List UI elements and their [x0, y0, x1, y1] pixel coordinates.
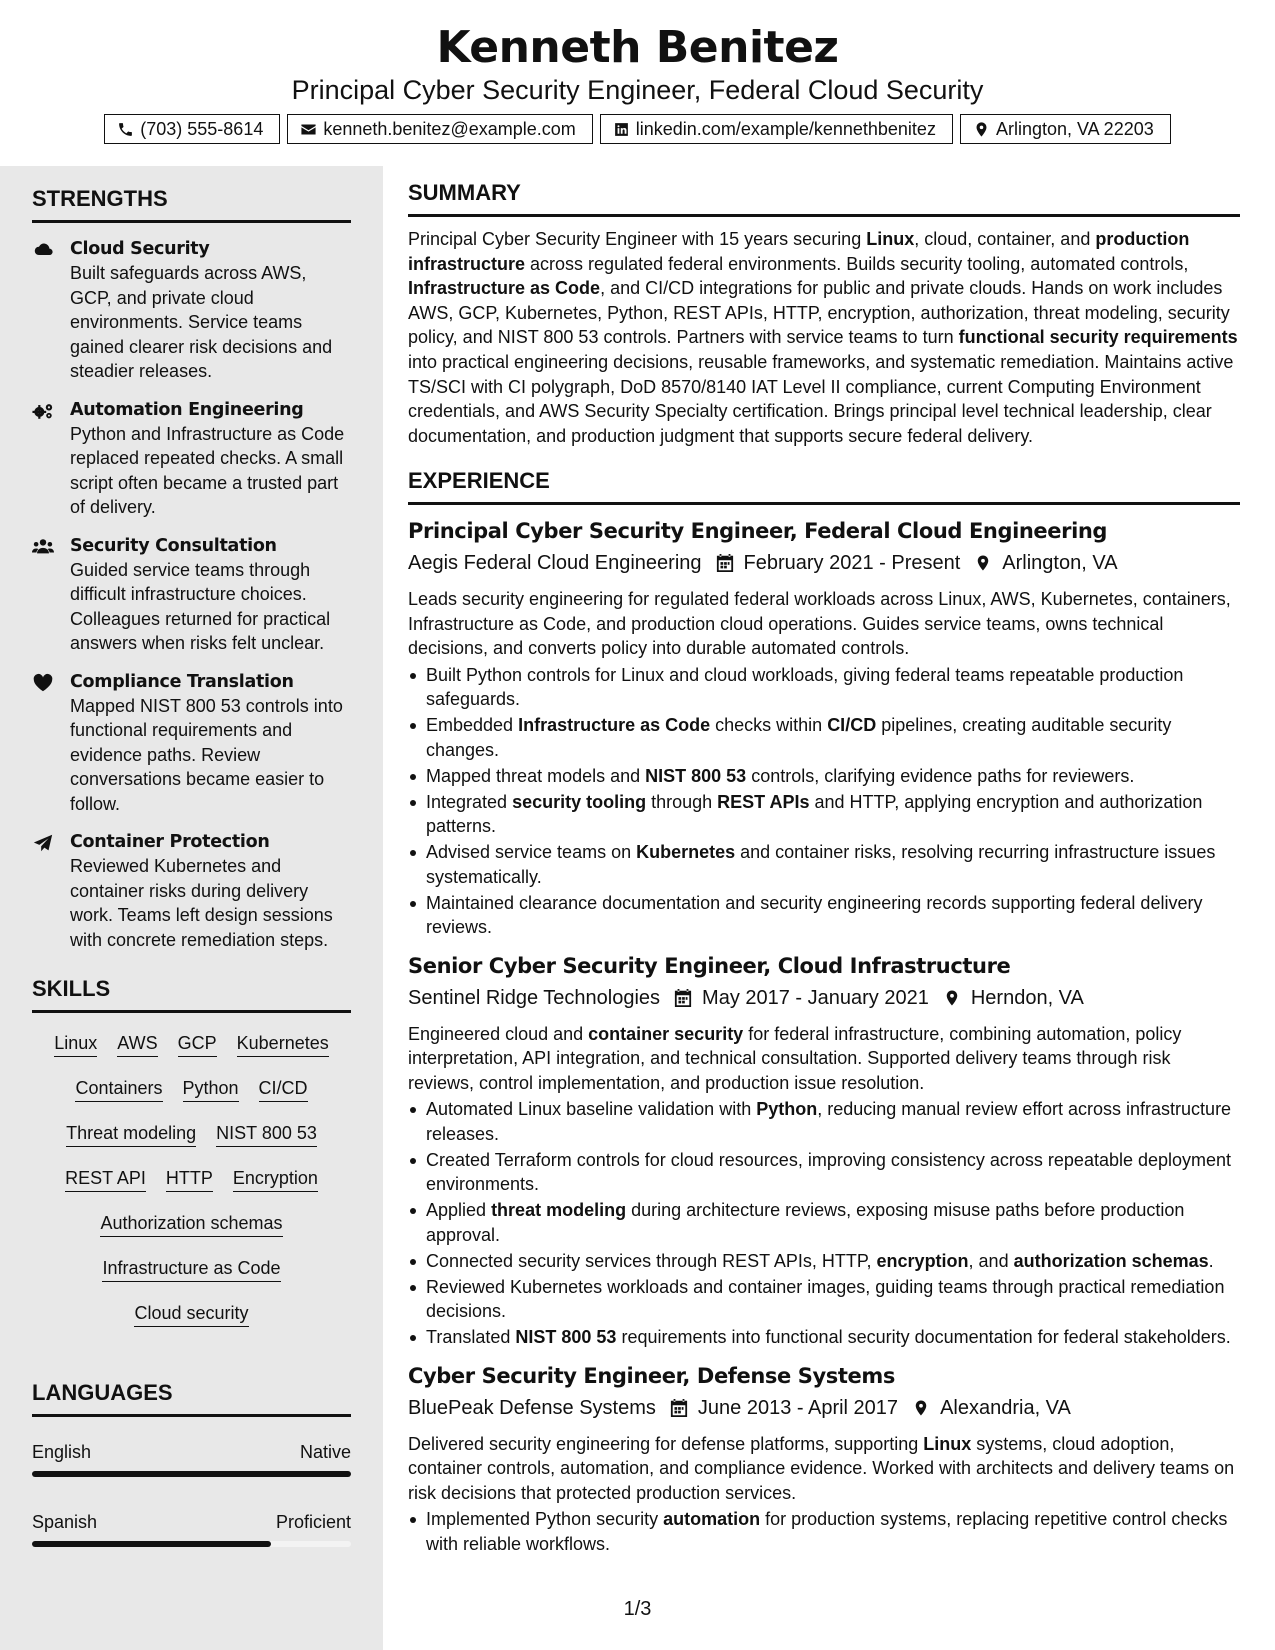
- language-level: Native: [299, 1442, 351, 1462]
- linkedin-icon: [613, 121, 630, 138]
- strength-title: Security Consultation: [70, 535, 277, 556]
- main-content: [408, 178, 1240, 1558]
- skill-tag: Containers: [75, 1075, 162, 1102]
- strength-item: [32, 534, 351, 656]
- contact-linkedin[interactable]: [600, 114, 953, 144]
- job-bullet: Automated Linux baseline validation with Python, reducing manual review effort across infrastructure releases.: [408, 1097, 1240, 1146]
- languages-heading: LANGUAGES: [32, 1378, 351, 1417]
- summary-heading: SUMMARY: [408, 178, 1240, 217]
- skill-row: [32, 1250, 351, 1295]
- users-icon: [32, 537, 54, 557]
- skills-heading: SKILLS: [32, 974, 351, 1013]
- skill-tag: Linux: [54, 1030, 97, 1057]
- job-bullet: Built Python controls for Linux and cloud workloads, giving federal teams repeatable production safeguards.: [408, 663, 1240, 712]
- calendar-icon: [674, 988, 692, 1008]
- job-bullets: [408, 1507, 1240, 1556]
- language-name: Spanish: [32, 1512, 98, 1532]
- phone-icon: [117, 121, 134, 138]
- candidate-name: Kenneth Benitez: [436, 22, 839, 73]
- envelope-icon: [300, 121, 317, 138]
- page-number: 1/3: [623, 1598, 652, 1620]
- calendar-icon: [670, 1398, 688, 1418]
- skill-tag: Python: [183, 1075, 239, 1102]
- skill-row: [32, 1295, 351, 1340]
- job-bullet: Integrated security tooling through REST APIs and HTTP, applying encryption and authorization patterns.: [408, 790, 1240, 839]
- job-description: Delivered security engineering for defense platforms, supporting Linux systems, cloud adoption, container controls, automation, and compliance evidence. Worked with architects and delivery teams on risk decisions that protected production services.: [408, 1433, 1235, 1503]
- contact-location-text: Arlington, VA 22203: [995, 118, 1154, 139]
- language-item: [32, 1439, 351, 1477]
- map-pin-icon: [973, 121, 990, 138]
- paper-plane-icon: [32, 833, 54, 853]
- job-meta: [408, 1393, 1240, 1423]
- language-proficiency-bar: [32, 1541, 351, 1547]
- strength-title: Cloud Security: [70, 239, 210, 259]
- skill-tag: Authorization schemas: [100, 1210, 282, 1237]
- job-entry: [408, 1360, 1240, 1557]
- job-bullet: Maintained clearance documentation and security engineering records supporting federal delivery reviews.: [408, 891, 1240, 940]
- skill-tag: CI/CD: [259, 1075, 308, 1102]
- job-meta: [408, 983, 1240, 1013]
- job-title: Principal Cyber Security Engineer, Federal Cloud Engineering: [408, 519, 1108, 544]
- skills-list: [32, 1025, 351, 1340]
- skill-row: [32, 1205, 351, 1250]
- skill-tag: HTTP: [166, 1165, 213, 1192]
- job-entry: [408, 515, 1240, 940]
- contact-email-text: kenneth.benitez@example.com: [323, 118, 576, 139]
- skill-row: [32, 1160, 351, 1205]
- strength-item: [32, 398, 351, 520]
- job-company: BluePeak Defense Systems: [408, 1396, 656, 1419]
- job-dates: February 2021 - Present: [743, 552, 961, 575]
- strength-description: Mapped NIST 800 53 controls into functional requirements and evidence paths. Review conversations became easier to follow.: [70, 695, 343, 814]
- strength-item: [32, 830, 351, 952]
- skill-tag: Infrastructure as Code: [102, 1255, 280, 1282]
- job-description: Engineered cloud and container security for federal infrastructure, combining automation, policy interpretation, API integration, and technical consultation. Supported delivery teams through risk reviews, control implementation, and production issue resolution.: [408, 1023, 1182, 1093]
- sidebar: [0, 166, 383, 1650]
- contact-phone[interactable]: [104, 114, 280, 144]
- strength-item: [32, 237, 351, 384]
- strength-description: Reviewed Kubernetes and container risks during delivery work. Teams left design sessions with concrete remediation steps.: [70, 856, 333, 950]
- gears-icon: [32, 401, 54, 421]
- job-bullets: [408, 663, 1240, 940]
- skill-row: [32, 1025, 351, 1070]
- job-meta: [408, 548, 1240, 578]
- job-company: Aegis Federal Cloud Engineering: [408, 552, 702, 575]
- skill-tag: Kubernetes: [237, 1030, 329, 1057]
- job-dates: June 2013 - April 2017: [697, 1396, 899, 1419]
- job-location: Herndon, VA: [970, 986, 1084, 1009]
- job-bullet: Applied threat modeling during architecture reviews, exposing misuse paths before production approval.: [408, 1198, 1240, 1247]
- job-title: Senior Cyber Security Engineer, Cloud Infrastructure: [408, 953, 1011, 978]
- contact-email[interactable]: [287, 114, 592, 144]
- map-pin-icon: [943, 988, 961, 1008]
- cloud-icon: [32, 240, 54, 260]
- job-bullet: Translated NIST 800 53 requirements into functional security documentation for federal stakeholders.: [408, 1325, 1240, 1350]
- job-location: Alexandria, VA: [940, 1396, 1071, 1419]
- job-location: Arlington, VA: [1002, 552, 1118, 575]
- strength-description: Guided service teams through difficult infrastructure choices. Colleagues returned for practical answers when risks felt unclear.: [70, 559, 331, 653]
- strength-title: Automation Engineering: [70, 399, 304, 420]
- candidate-title: Principal Cyber Security Engineer, Federal Cloud Security: [291, 75, 984, 105]
- contact-bar: [0, 114, 1275, 144]
- strength-title: Container Protection: [70, 832, 270, 852]
- job-bullets: [408, 1097, 1240, 1350]
- map-pin-icon: [912, 1398, 930, 1418]
- job-entry: [408, 950, 1240, 1350]
- skill-tag: AWS: [117, 1030, 157, 1057]
- strength-title: Compliance Translation: [70, 671, 294, 692]
- job-bullet: Mapped threat models and NIST 800 53 controls, clarifying evidence paths for reviewers.: [408, 764, 1240, 789]
- job-bullet: Embedded Infrastructure as Code checks within CI/CD pipelines, creating auditable security changes.: [408, 713, 1240, 762]
- job-dates: May 2017 - January 2021: [702, 986, 929, 1009]
- calendar-icon: [716, 553, 734, 573]
- resume-header: [0, 0, 1275, 166]
- skill-tag: GCP: [178, 1030, 217, 1057]
- map-pin-icon: [974, 553, 992, 573]
- skill-tag: Threat modeling: [66, 1120, 196, 1147]
- job-description: Leads security engineering for regulated federal workloads across Linux, AWS, Kubernetes, containers, Infrastructure as Code, and production cloud operations. Guides service teams, owns technical decisions, and converts policy into durable automated controls.: [408, 589, 1231, 659]
- contact-linkedin-text: linkedin.com/example/kennethbenitez: [635, 118, 936, 139]
- contact-phone-text: (703) 555-8614: [140, 118, 264, 139]
- job-bullet: Implemented Python security automation for production systems, replacing repetitive control checks with reliable workflows.: [408, 1507, 1240, 1556]
- skill-row: [32, 1070, 351, 1115]
- experience-heading: EXPERIENCE: [408, 466, 1240, 505]
- contact-location[interactable]: [960, 114, 1171, 144]
- heart-icon: [32, 673, 54, 693]
- language-proficiency-bar: [32, 1471, 351, 1477]
- job-title: Cyber Security Engineer, Defense Systems: [408, 1363, 895, 1388]
- language-proficiency-fill: [32, 1471, 351, 1477]
- strengths-heading: STRENGTHS: [32, 184, 351, 223]
- job-bullet: Advised service teams on Kubernetes and container risks, resolving recurring infrastructure issues systematically.: [408, 840, 1240, 889]
- job-bullet: Reviewed Kubernetes workloads and container images, guiding teams through practical remediation decisions.: [408, 1275, 1240, 1324]
- languages-list: [32, 1439, 351, 1547]
- skill-row: [32, 1115, 351, 1160]
- language-item: [32, 1509, 351, 1547]
- skill-tag: Cloud security: [134, 1300, 248, 1327]
- skill-tag: Encryption: [233, 1165, 318, 1192]
- language-proficiency-fill: [32, 1541, 271, 1547]
- experience-list: [408, 515, 1240, 1556]
- language-level: Proficient: [275, 1512, 351, 1532]
- skill-tag: NIST 800 53: [216, 1120, 317, 1147]
- summary-text: Principal Cyber Security Engineer with 15 years securing Linux, cloud, container, and production infrastructure across regulated federal environments. Builds security tooling, automated controls, Infrastructure as Code, and CI/CD integrations for public and private clouds. Hands on work includes AWS, GCP, Kubernetes, Python, REST APIs, HTTP, encryption, authorization, threat modeling, security policy, and NIST 800 53 controls. Partners with service teams to turn functional security requirements into practical engineering decisions, reusable frameworks, and systematic remediation. Maintains active TS/SCI with CI polygraph, DoD 8570/8140 IAT Level II compliance, current Computing Environment credentials, and AWS Security Specialty certification. Brings principal level technical leadership, clear documentation, and production judgment that supports secure federal delivery.: [408, 229, 1238, 446]
- job-bullet: Created Terraform controls for cloud resources, improving consistency across repeatable deployment environments.: [408, 1148, 1240, 1197]
- job-bullet: Connected security services through REST APIs, HTTP, encryption, and authorization schemas.: [408, 1249, 1240, 1274]
- strength-item: [32, 670, 351, 817]
- skill-tag: REST API: [65, 1165, 146, 1192]
- strength-description: Python and Infrastructure as Code replaced repeated checks. A small script often became a trusted part of delivery.: [70, 423, 345, 517]
- strength-description: Built safeguards across AWS, GCP, and private cloud environments. Service teams gained clearer risk decisions and steadier releases.: [70, 263, 333, 381]
- language-name: English: [32, 1442, 92, 1462]
- job-company: Sentinel Ridge Technologies: [408, 986, 661, 1009]
